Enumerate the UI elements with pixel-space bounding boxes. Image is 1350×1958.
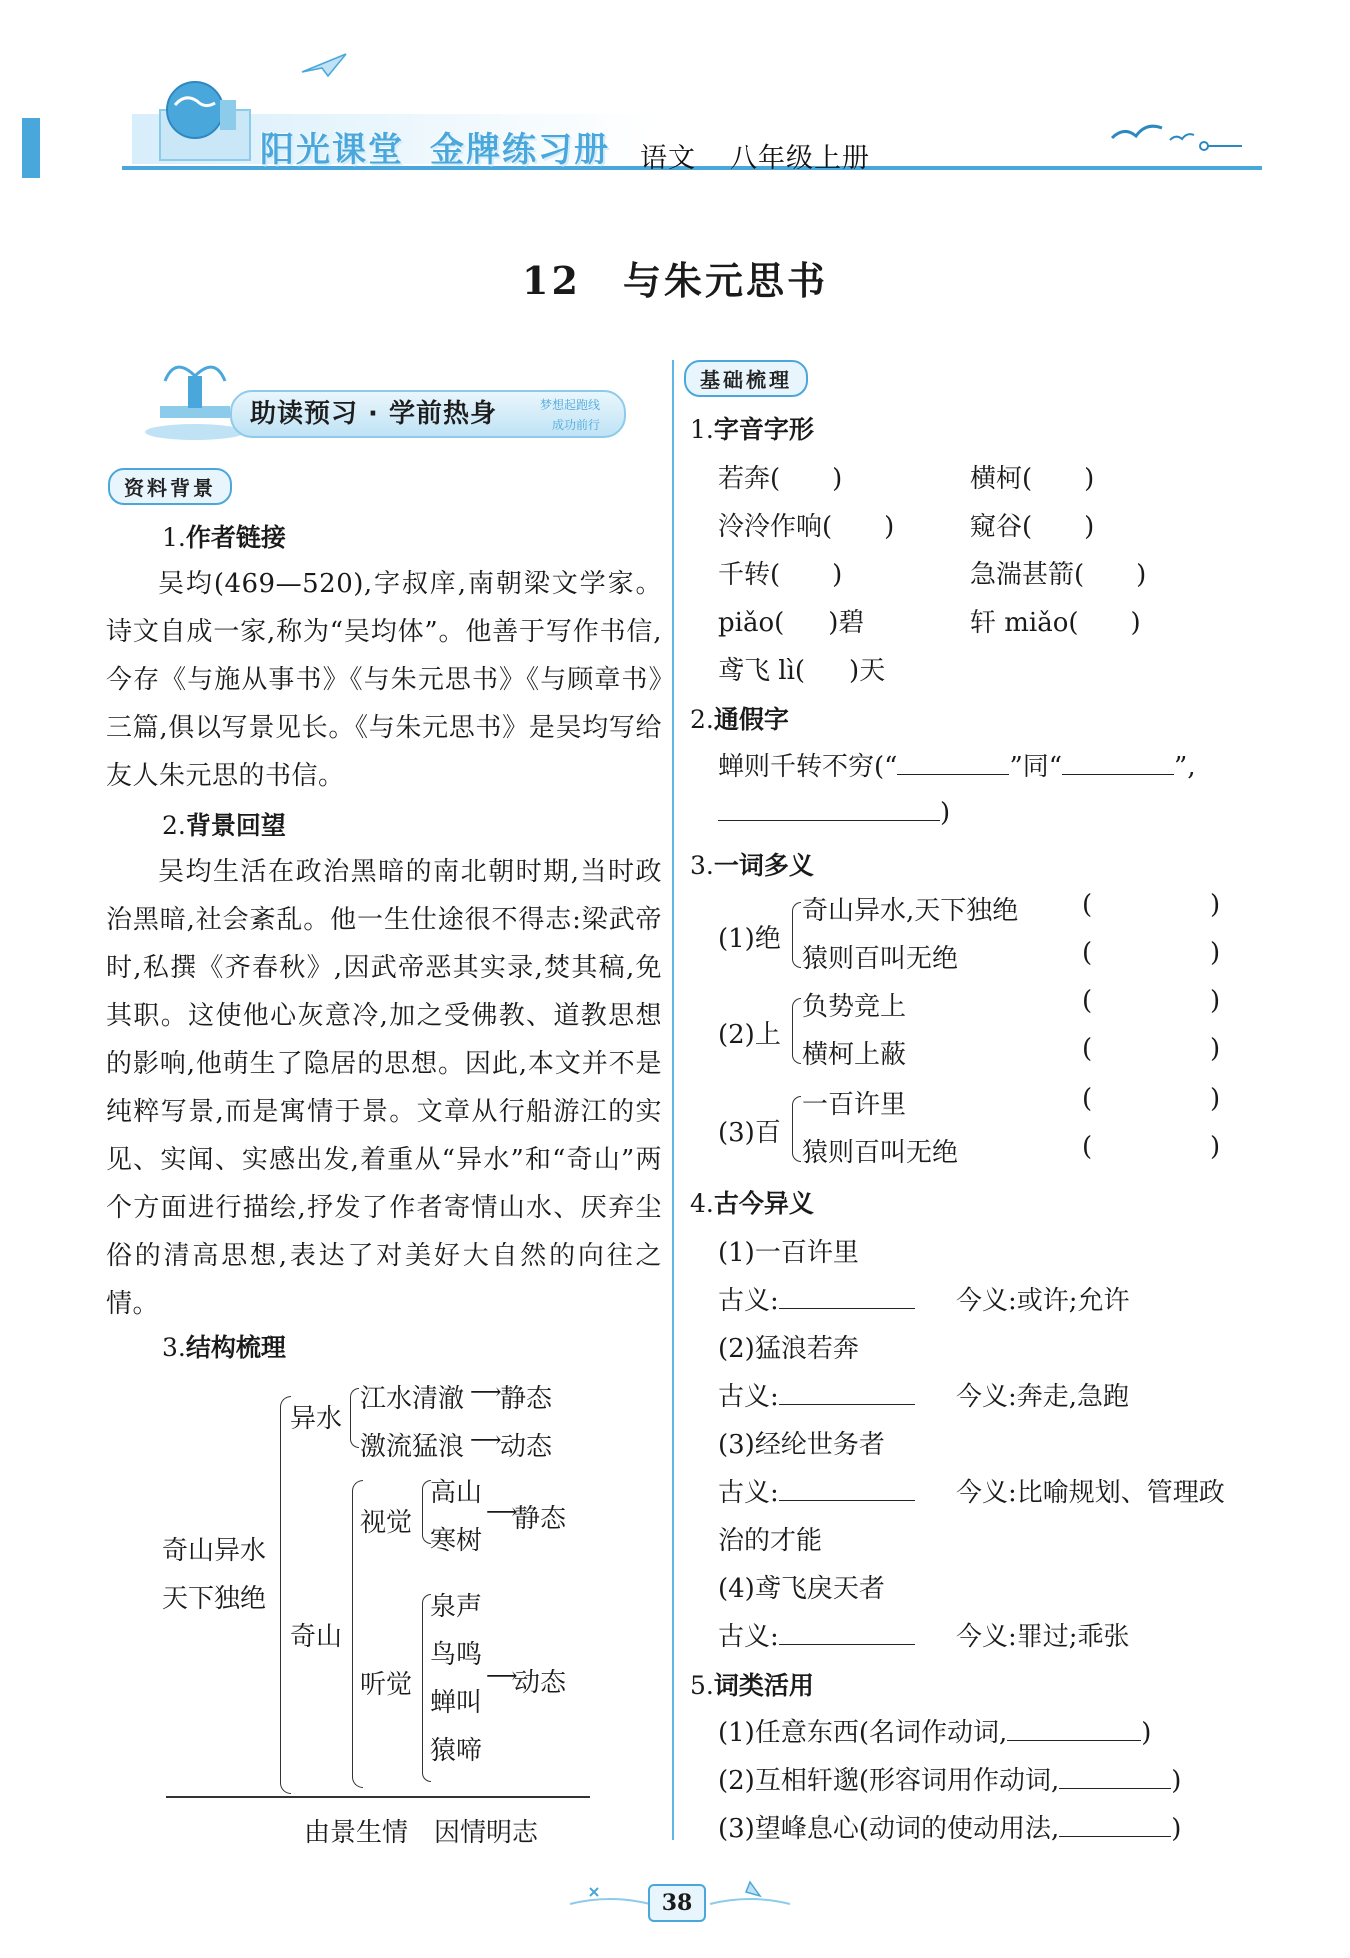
answer-paren-close: ) — [1210, 1034, 1221, 1064]
q2-text: ”, — [1174, 752, 1196, 782]
header-left-bar — [22, 118, 40, 178]
lesson-title: 与朱元思书 — [622, 258, 828, 303]
old-meaning-label: 古义: — [718, 1382, 779, 1412]
answer-paren-open: ( — [1082, 1034, 1093, 1064]
q1-item-g — [718, 602, 864, 639]
q1-item-g-suffix: )碧 — [828, 608, 865, 638]
q4-item-4-old — [718, 1616, 915, 1653]
answer-paren-close: ) — [1210, 890, 1221, 920]
paper-plane-icon — [300, 50, 350, 80]
q5-item-end: ) — [1141, 1718, 1152, 1748]
question-number: 5. — [690, 1671, 714, 1700]
q4-item-3-now-cont: 治的才能 — [718, 1526, 823, 1556]
answer-blank[interactable] — [718, 794, 940, 821]
q1-heading — [690, 410, 814, 446]
page-header — [0, 0, 1350, 200]
mountain-label: 奇山 — [290, 1622, 343, 1652]
q5-item-text: (1)任意东西(名词作动词, — [718, 1718, 1008, 1748]
q4-item-3-now: 今义:比喻规划、管理政 — [956, 1478, 1225, 1508]
author-link-text: 吴均(469—520),字叔庠,南朝梁文学家。诗文自成一家,称为“吴均体”。他善于写作书信,今存《与施从事书》《与朱元思书》《与顾章书》三篇,俱以写景见长。《与朱元思书》是吴均写给友人朱元思的书信。 — [106, 569, 662, 791]
section-number: 3. — [162, 1333, 186, 1362]
q5-item-3 — [718, 1808, 1181, 1845]
answer-paren-open: ( — [1082, 1084, 1093, 1114]
answer-paren-open: ( — [1082, 938, 1093, 968]
column-divider — [672, 360, 674, 1840]
background-text: 吴均生活在政治黑暗的南北朝时期,当时政治黑暗,社会紊乱。他一生仕途很不得志:梁武帝时,私撰《齐春秋》,因武帝恶其实录,焚其稿,免其职。这使他心灰意冷,加之受佛教、道教思想的影响,他萌生了隐居的思想。因此,本文并不是纯粹写景,而是寓情于景。文章从行船游江的实见、实闻、实感出发,着重从“异水”和“奇山”两个方面进行描绘,抒发了作者寄情山水、厌弃尘俗的清高思想,表达了对美好大自然的向往之情。 — [106, 857, 662, 1319]
q4-item-4-now: 今义:罪过;乖张 — [956, 1622, 1130, 1652]
vision-label: 视觉 — [360, 1508, 413, 1538]
section-number: 2. — [162, 811, 186, 840]
header-grade: 八年级上册 — [730, 143, 870, 174]
root-brace — [280, 1396, 291, 1794]
page-number: 38 — [648, 1884, 706, 1922]
q1-item-g-pinyin: piǎo( — [718, 608, 785, 638]
q5-heading — [690, 1666, 814, 1702]
q3-group-1-item-2: 猿则百叫无绝 — [802, 944, 959, 974]
preview-banner-title: 助读预习 · 学前热身 — [250, 399, 497, 429]
structure-divider — [166, 1796, 590, 1798]
q1-item-i-pinyin: 鸢飞 lì( — [718, 656, 806, 686]
question-number: 1. — [690, 415, 714, 444]
q1-item-i — [718, 650, 885, 687]
q5-item-end: ) — [1171, 1766, 1182, 1796]
section-background — [162, 806, 286, 842]
question-title: 词类活用 — [713, 1671, 814, 1700]
q3-group-3-item-2: 猿则百叫无绝 — [802, 1138, 959, 1168]
water-label: 异水 — [290, 1404, 343, 1434]
q3-group-1-brace — [792, 902, 801, 968]
old-meaning-label: 古义: — [718, 1286, 779, 1316]
answer-paren-open: ( — [1082, 986, 1093, 1016]
q2-text: ) — [940, 798, 951, 828]
q5-item-text: (3)望峰息心(动词的使动用法, — [718, 1814, 1060, 1844]
question-title: 字音字形 — [713, 415, 814, 444]
question-title: 古今异义 — [713, 1189, 814, 1218]
header-subject: 语文 — [640, 143, 696, 174]
answer-blank[interactable] — [779, 1378, 915, 1405]
water-item-2-state: 动态 — [500, 1432, 553, 1462]
background-paragraph — [106, 848, 662, 1328]
q2-text: ”同“ — [1009, 752, 1063, 782]
answer-blank[interactable] — [779, 1618, 915, 1645]
answer-paren-close: ) — [1210, 986, 1221, 1016]
arrow-icon: ⟶ — [486, 1664, 518, 1689]
birds-icon — [1110, 108, 1250, 168]
hearing-item-4: 猿啼 — [430, 1736, 483, 1766]
basic-review-tag: 基础梳理 — [684, 360, 808, 397]
q4-item-3-phrase: (3)经纶世务者 — [718, 1430, 885, 1460]
section-title: 作者链接 — [185, 523, 286, 552]
water-brace — [350, 1388, 359, 1448]
water-item-1-state: 静态 — [500, 1384, 553, 1414]
old-meaning-label: 古义: — [718, 1478, 779, 1508]
hearing-state: 动态 — [514, 1668, 567, 1698]
q4-item-4-phrase: (4)鸢飞戾天者 — [718, 1574, 885, 1604]
q3-group-2-brace — [792, 998, 801, 1064]
author-link-paragraph — [106, 560, 662, 800]
arrow-icon: ⟶ — [486, 1500, 518, 1525]
q3-group-1-label: (1)绝 — [718, 924, 781, 954]
q3-group-3-label: (3)百 — [718, 1118, 781, 1148]
answer-paren-close: ) — [1210, 1132, 1221, 1162]
question-number: 2. — [690, 705, 714, 734]
q3-group-3-item-1: 一百许里 — [802, 1090, 907, 1120]
lesson-number: 12 — [522, 258, 581, 303]
q5-item-2 — [718, 1760, 1181, 1797]
structure-conclusion: 由景生情 因情明志 — [304, 1818, 539, 1848]
q1-item-a: 若奔( ) — [718, 464, 843, 494]
hearing-item-3: 蝉叫 — [430, 1688, 483, 1718]
answer-blank[interactable] — [779, 1282, 915, 1309]
q4-item-3-old — [718, 1472, 915, 1509]
old-meaning-label: 古义: — [718, 1622, 779, 1652]
hearing-item-1: 泉声 — [430, 1592, 483, 1622]
q4-item-1-old — [718, 1280, 915, 1317]
q1-item-c: 泠泠作响( ) — [718, 512, 895, 542]
question-title: 一词多义 — [713, 851, 814, 880]
answer-paren-open: ( — [1082, 1132, 1093, 1162]
section-title: 结构梳理 — [185, 1333, 286, 1362]
section-title: 背景回望 — [185, 811, 286, 840]
q3-group-1-item-1: 奇山异水,天下独绝 — [802, 896, 1019, 926]
root-label-1: 奇山异水 — [162, 1536, 267, 1566]
q5-item-end: ) — [1171, 1814, 1182, 1844]
q2-text: 蝉则千转不穷(“ — [718, 752, 898, 782]
q1-item-e: 千转( ) — [718, 560, 843, 590]
q2-line-1 — [718, 746, 1196, 783]
q3-group-3-brace — [792, 1096, 801, 1162]
water-item-1: 江水清澈 — [360, 1384, 465, 1414]
q4-item-2-now: 今义:奔走,急跑 — [956, 1382, 1130, 1412]
answer-paren-open: ( — [1082, 890, 1093, 920]
answer-blank[interactable] — [1059, 1762, 1171, 1789]
q3-heading — [690, 846, 814, 882]
answer-paren-close: ) — [1210, 1084, 1221, 1114]
question-number: 3. — [690, 851, 714, 880]
answer-blank[interactable] — [779, 1474, 915, 1501]
vision-item-1: 高山 — [430, 1478, 483, 1508]
vision-state: 静态 — [514, 1504, 567, 1534]
q1-item-h: 轩 miǎo( ) — [970, 608, 1141, 638]
answer-blank[interactable] — [1062, 748, 1174, 775]
section-structure — [162, 1328, 286, 1364]
answer-blank[interactable] — [1059, 1810, 1171, 1837]
q1-item-b: 横柯( ) — [970, 464, 1095, 494]
vision-item-2: 寒树 — [430, 1526, 483, 1556]
q3-group-2-label: (2)上 — [718, 1020, 781, 1050]
material-background-tag: 资料背景 — [108, 468, 232, 505]
q4-item-1-now: 今义:或许;允许 — [956, 1286, 1130, 1316]
question-number: 4. — [690, 1189, 714, 1218]
arrow-icon: ⟶ — [470, 1380, 502, 1405]
brand-name-right: 金牌练习册 — [430, 130, 610, 170]
q2-line-2 — [718, 794, 950, 828]
q1-item-i-suffix: )天 — [849, 656, 886, 686]
section-number: 1. — [162, 523, 186, 552]
hearing-label: 听觉 — [360, 1670, 413, 1700]
arrow-icon: ⟶ — [470, 1428, 502, 1453]
q5-item-1 — [718, 1712, 1151, 1749]
preview-banner-slogan-bottom: 成功前行 — [552, 418, 601, 432]
globe-logo-icon — [150, 70, 260, 170]
preview-banner-slogan-top: 梦想起跑线 — [540, 398, 601, 412]
water-item-2: 激流猛浪 — [360, 1432, 465, 1462]
q3-group-2-item-1: 负势竞上 — [802, 992, 907, 1022]
q4-item-1-phrase: (1)一百许里 — [718, 1238, 859, 1268]
answer-blank[interactable] — [897, 748, 1009, 775]
brand-name-left: 阳光课堂 — [260, 130, 404, 170]
q4-heading — [690, 1184, 814, 1220]
q3-group-2-item-2: 横柯上蔽 — [802, 1040, 907, 1070]
q2-heading — [690, 700, 789, 736]
q1-item-f: 急湍甚箭( ) — [970, 560, 1147, 590]
q5-item-text: (2)互相轩邈(形容词用作动词, — [718, 1766, 1060, 1796]
q4-item-2-old — [718, 1376, 915, 1413]
page-title — [0, 250, 1350, 305]
root-label-2: 天下独绝 — [162, 1584, 267, 1614]
answer-blank[interactable] — [1007, 1714, 1141, 1741]
section-author-link — [162, 518, 286, 554]
answer-paren-close: ) — [1210, 938, 1221, 968]
question-title: 通假字 — [713, 705, 789, 734]
hearing-item-2: 鸟鸣 — [430, 1640, 483, 1670]
q1-item-d: 窥谷( ) — [970, 512, 1095, 542]
q4-item-2-phrase: (2)猛浪若奔 — [718, 1334, 859, 1364]
